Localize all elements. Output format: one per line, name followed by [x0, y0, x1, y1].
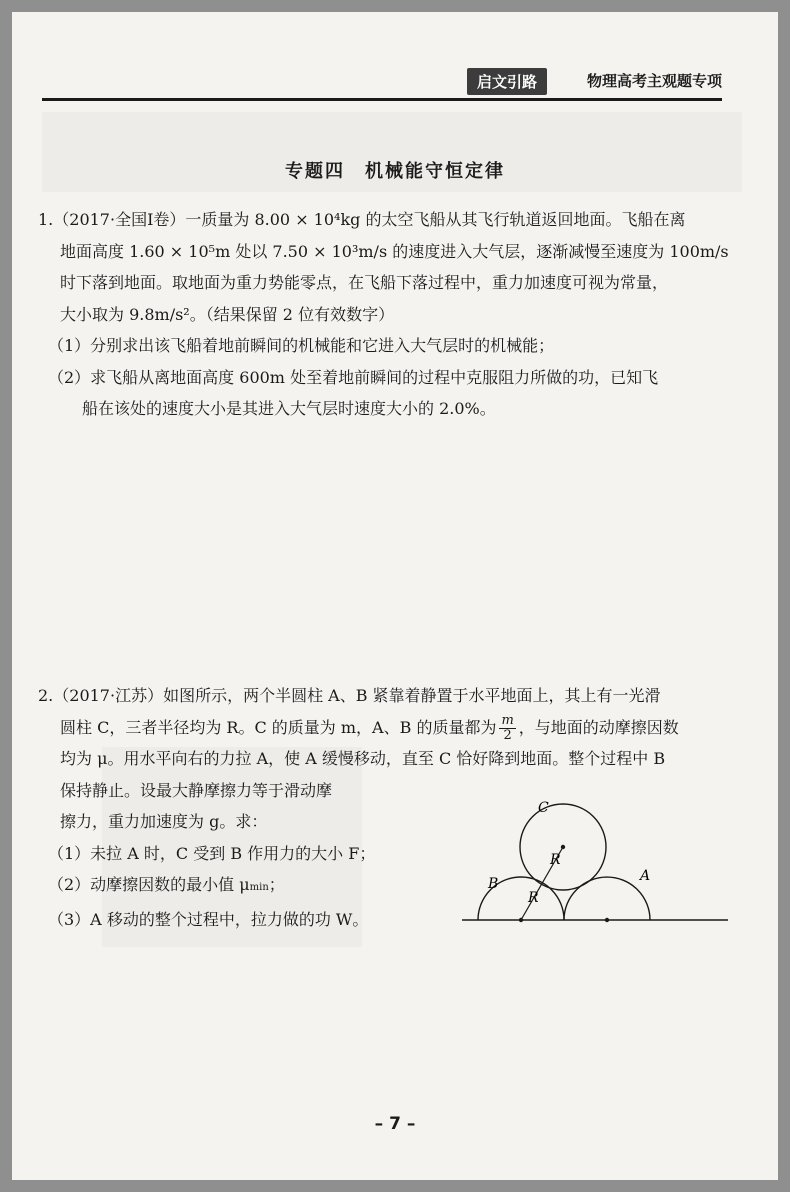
center-a	[605, 918, 609, 922]
problem-1-question-2-cont: 船在该处的速度大小是其进入大气层时速度大小的 2.0%。	[82, 399, 496, 418]
problem-2-question-3: （3）A 移动的整个过程中，拉力做的功 W。	[48, 909, 369, 929]
problem-2-line: 擦力，重力加速度为 g。求：	[60, 812, 268, 831]
problem-2-line: 2.（2017·江苏）如图所示，两个半圆柱 A、B 紧靠着静置于水平地面上，其上有一光滑	[38, 686, 661, 705]
section-name: 机械能守恒定律	[365, 161, 505, 182]
problem-2-question-1: （1）未拉 A 时，C 受到 B 作用力的大小 F；	[48, 843, 376, 863]
header-rule	[42, 98, 722, 101]
problem-1-line: 时下落到地面。取地面为重力势能零点，在飞船下落过程中，重力加速度可视为常量，	[60, 273, 669, 292]
question-text: （2）动摩擦因数的最小值 μ	[48, 875, 250, 894]
subscript: min	[249, 882, 269, 893]
problem-1-line: 大小取为 9.8m/s²。（结果保留 2 位有效数字）	[60, 304, 395, 324]
fraction-denominator: 2	[503, 727, 512, 743]
half-cylinder-a	[564, 877, 650, 920]
problem-2-text: ，与地面的动摩擦因数	[518, 717, 679, 737]
problem-1-question-2: （2）求飞船从离地面高度 600m 处至着地前瞬间的过程中克服阻力所做的功，已知飞	[48, 367, 659, 387]
problem-1-question-1: （1）分别求出该飞船着地前瞬间的机械能和它进入大气层时的机械能；	[48, 336, 555, 355]
brand-logo: 启文引路	[467, 68, 547, 95]
problem-2-text: 圆柱 C，三者半径均为 R。C 的质量为 m，A、B 的质量都为	[60, 717, 497, 737]
page-number: – 7 –	[374, 1114, 416, 1134]
problem-1-line: 1.（2017·全国Ⅰ卷）一质量为 8.00 × 10⁴kg 的太空飞船从其飞行轨道返回地面。飞船在离	[38, 210, 686, 229]
problem-2-line	[38, 712, 736, 744]
fraction	[499, 714, 515, 743]
page-header	[42, 66, 722, 106]
question-text: ；	[268, 875, 285, 894]
header-title: 物理高考主观题专项	[586, 72, 722, 90]
cylinders-diagram	[452, 792, 732, 942]
section-number: 专题四	[285, 161, 345, 182]
problem-2-line: 均为 μ。用水平向右的力拉 A，使 A 缓慢移动，直至 C 恰好降到地面。整个过程中 B	[60, 749, 666, 768]
problem-2-line: 保持静止。设最大静摩擦力等于滑动摩	[60, 780, 333, 800]
label-c: C	[538, 800, 549, 816]
page	[12, 12, 778, 1180]
center-c	[561, 845, 565, 849]
center-b	[519, 918, 523, 922]
section-title	[12, 157, 778, 183]
label-b: B	[488, 876, 499, 892]
label-r-lower: R	[528, 890, 539, 906]
label-a: A	[640, 868, 651, 884]
label-r-upper: R	[550, 852, 561, 868]
problem-1-line: 地面高度 1.60 × 10⁵m 处以 7.50 × 10³m/s 的速度进入大气层，逐渐减慢至速度为 100m/s	[60, 241, 729, 261]
problem-1	[38, 204, 736, 425]
fraction-numerator: m	[501, 712, 514, 728]
